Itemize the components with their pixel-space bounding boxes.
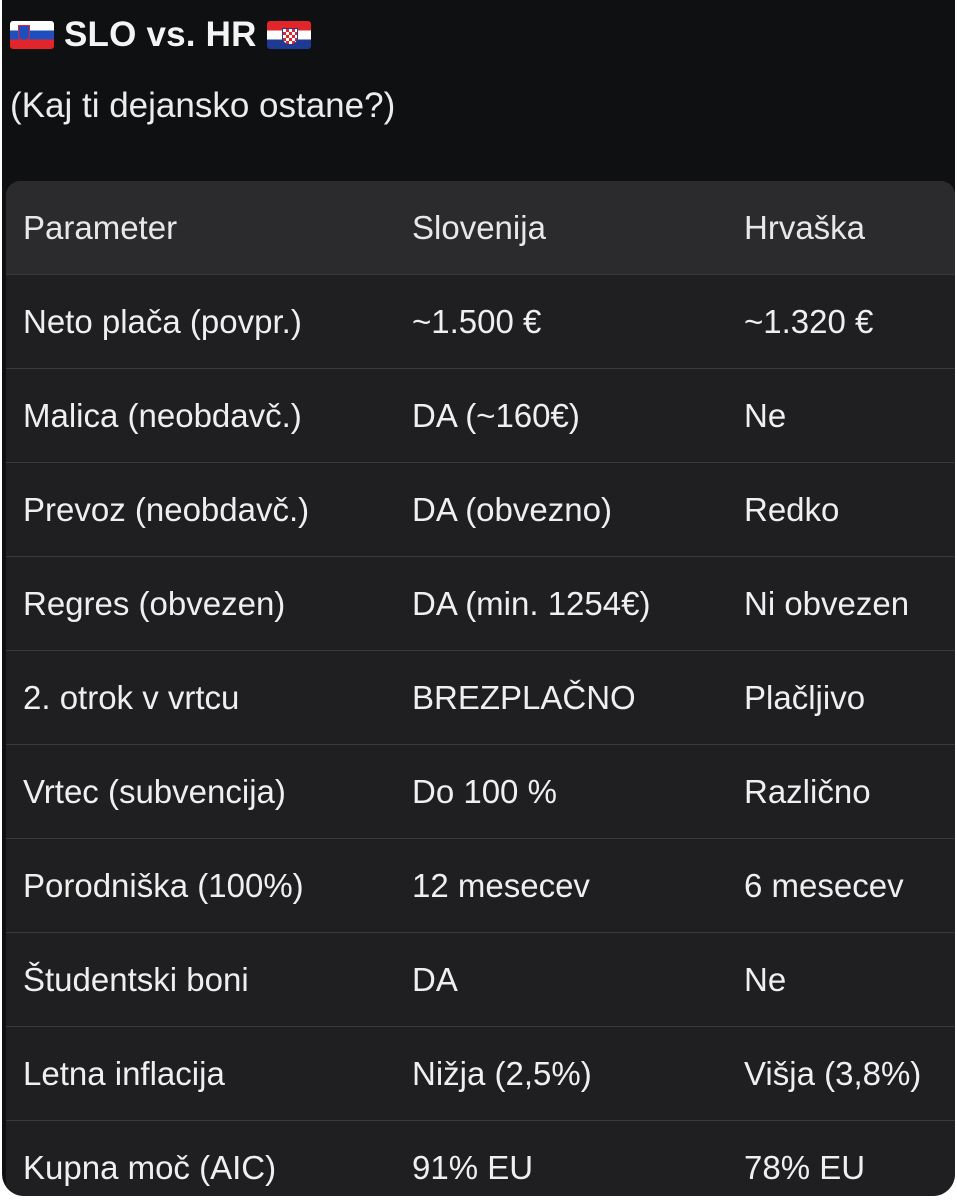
table-row xyxy=(6,368,955,463)
row-hrvaska-value: Ne xyxy=(744,397,787,434)
row-hrvaska-value: Višja (3,8%) xyxy=(744,1055,922,1092)
row-parameter: Neto plača (povpr.) xyxy=(23,303,302,340)
table-row xyxy=(6,1026,955,1121)
row-hrvaska-value: Ni obvezen xyxy=(744,585,910,622)
croatia-flag-icon xyxy=(267,21,311,49)
row-hrvaska-value: 6 mesecev xyxy=(744,867,904,904)
table-row xyxy=(6,650,955,745)
row-parameter: Letna inflacija xyxy=(23,1055,225,1092)
comparison-table xyxy=(6,181,955,1196)
row-hrvaska-value: Različno xyxy=(744,773,871,810)
row-slovenija-value: BREZPLAČNO xyxy=(412,679,636,716)
header-parameter: Parameter xyxy=(23,209,178,246)
row-hrvaska-value: Ne xyxy=(744,961,787,998)
header-hrvaska: Hrvaška xyxy=(744,209,866,246)
table-row xyxy=(6,838,955,933)
row-slovenija-value: DA (~160€) xyxy=(412,397,580,434)
row-parameter: Študentski boni xyxy=(23,961,249,998)
header-slovenija: Slovenija xyxy=(412,209,546,246)
row-slovenija-value: DA (min. 1254€) xyxy=(412,585,651,622)
table-row xyxy=(6,556,955,651)
row-slovenija-value: DA xyxy=(412,961,458,998)
title-line xyxy=(10,10,311,60)
row-hrvaska-value: Plačljivo xyxy=(744,679,866,716)
row-parameter: Prevoz (neobdavč.) xyxy=(23,491,310,528)
table-row xyxy=(6,744,955,839)
row-parameter: Porodniška (100%) xyxy=(23,867,304,904)
row-hrvaska-value: 78% EU xyxy=(744,1149,866,1186)
row-slovenija-value: Nižja (2,5%) xyxy=(412,1055,592,1092)
row-parameter: 2. otrok v vrtcu xyxy=(23,679,240,716)
row-slovenija-value: 91% EU xyxy=(412,1149,534,1186)
post-card xyxy=(2,0,955,1196)
table-header-row xyxy=(6,181,955,274)
table-row xyxy=(6,274,955,369)
row-slovenija-value: ~1.500 € xyxy=(412,303,542,340)
page-title: SLO vs. HR xyxy=(64,15,257,54)
row-slovenija-value: DA (obvezno) xyxy=(412,491,612,528)
slovenia-flag-icon xyxy=(10,21,54,49)
row-parameter: Malica (neobdavč.) xyxy=(23,397,302,434)
row-parameter: Kupna moč (AIC) xyxy=(23,1149,277,1186)
table-row xyxy=(6,932,955,1027)
row-parameter: Regres (obvezen) xyxy=(23,585,286,622)
row-hrvaska-value: Redko xyxy=(744,491,840,528)
row-slovenija-value: 12 mesecev xyxy=(412,867,590,904)
row-hrvaska-value: ~1.320 € xyxy=(744,303,874,340)
table-row xyxy=(6,462,955,557)
row-parameter: Vrtec (subvencija) xyxy=(23,773,286,810)
table-row xyxy=(6,1120,955,1196)
row-slovenija-value: Do 100 % xyxy=(412,773,557,810)
subtitle: (Kaj ti dejansko ostane?) xyxy=(10,86,396,125)
